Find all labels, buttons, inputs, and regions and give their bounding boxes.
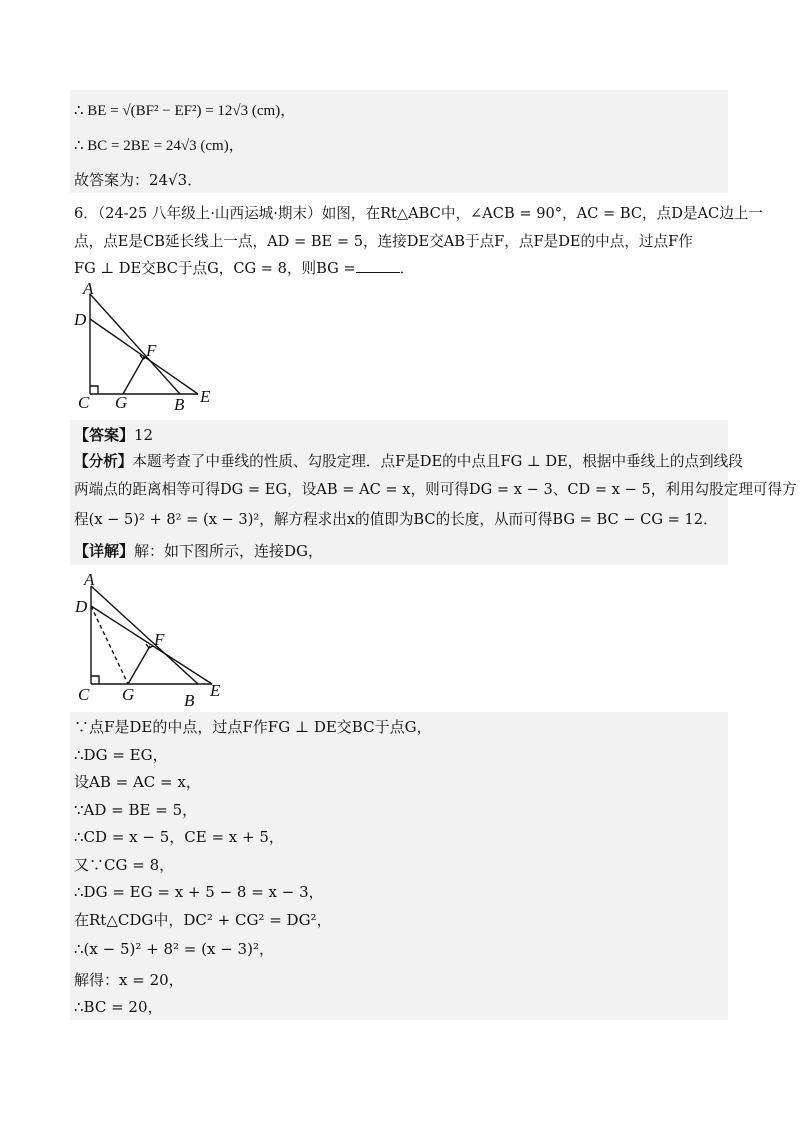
detail-step: ∴DG = EG = x + 5 − 8 = x − 3，: [74, 883, 324, 901]
question-line-3: [74, 258, 414, 279]
detail-step: ∴(x − 5)² + 8² = (x − 3)²，: [74, 940, 274, 958]
top-line-3: 故答案为：24√3．: [74, 171, 203, 189]
answer-blank: [356, 258, 400, 273]
detail-step: ∴DG = EG，: [74, 746, 168, 764]
detail-intro: 解：如下图所示，连接DG，: [134, 542, 324, 560]
detail-step: 在Rt△CDG中，DC² + CG² = DG²，: [74, 911, 332, 929]
detail-step: ∴BC = 20，: [74, 998, 163, 1016]
answer-line: [74, 425, 153, 445]
fig2-label-f: F: [154, 630, 165, 649]
fig2-label-g: G: [122, 685, 135, 704]
fig2-label-d: D: [75, 597, 88, 616]
question-line-1: 6．（24-25 八年级上·山西运城·期末）如图，在Rt△ABC中，∠ACB = 90°，AC = BC，点D是AC边上一: [74, 205, 763, 222]
fig2-label-c: C: [78, 685, 90, 704]
question-line-2: 点，点E是CB延长线上一点，AD = BE = 5，连接DE交AB于点F，点F是DE的中点，过点F作: [74, 233, 693, 250]
top-line-2: ∴ BC = 2BE = 24√3 (cm)，: [74, 138, 244, 154]
question-line-3-end: ．: [399, 260, 415, 277]
answer-value: 12: [134, 426, 154, 444]
fig1-label-b: B: [174, 395, 185, 412]
analysis-line-2: 两端点的距离相等可得DG = EG，设AB = AC = x，则可得DG = x − 3、CD = x − 5，利用勾股定理可得方: [74, 481, 797, 498]
analysis-line-1: [74, 452, 743, 472]
detail-intro-line: [74, 541, 323, 561]
fig1-label-f: F: [146, 341, 157, 360]
detail-step: 解得：x = 20，: [74, 971, 184, 989]
fig2-label-a: A: [84, 570, 95, 589]
solution-figure: [70, 566, 226, 710]
fig1-label-e: E: [200, 387, 211, 406]
question-figure: [70, 282, 230, 412]
detail-step: ∵AD = BE = 5，: [74, 801, 198, 819]
fig2-label-b: B: [184, 691, 195, 710]
question-line-3-text: FG ⊥ DE交BC于点G，CG = 8，则BG =: [74, 260, 356, 277]
fig1-label-a: A: [83, 282, 94, 298]
fig2-label-e: E: [210, 681, 221, 700]
detail-step: ∵点F是DE的中点，过点F作FG ⊥ DE交BC于点G，: [74, 718, 432, 736]
analysis-tag: 【分析】: [74, 453, 133, 470]
fig1-label-g: G: [115, 393, 128, 412]
detail-step: ∴CD = x − 5，CE = x + 5，: [74, 828, 284, 846]
analysis-line-1-text: 本题考查了中垂线的性质、勾股定理．点F是DE的中点且FG ⊥ DE，根据中垂线上的点到线段: [132, 453, 743, 470]
analysis-line-3: 程(x − 5)² + 8² = (x − 3)²，解方程求出x的值即为BC的长度，从而可得BG = BC − CG = 12．: [74, 511, 718, 528]
answer-tag: 【答案】: [74, 426, 135, 444]
detail-step: 设AB = AC = x，: [74, 773, 201, 791]
detail-tag: 【详解】: [74, 542, 135, 560]
top-line-1: ∴ BE = √(BF² − EF²) = 12√3 (cm)，: [74, 103, 296, 119]
detail-step: 又∵CG = 8，: [74, 856, 175, 874]
fig1-label-c: C: [78, 393, 90, 412]
fig1-label-d: D: [74, 310, 87, 329]
